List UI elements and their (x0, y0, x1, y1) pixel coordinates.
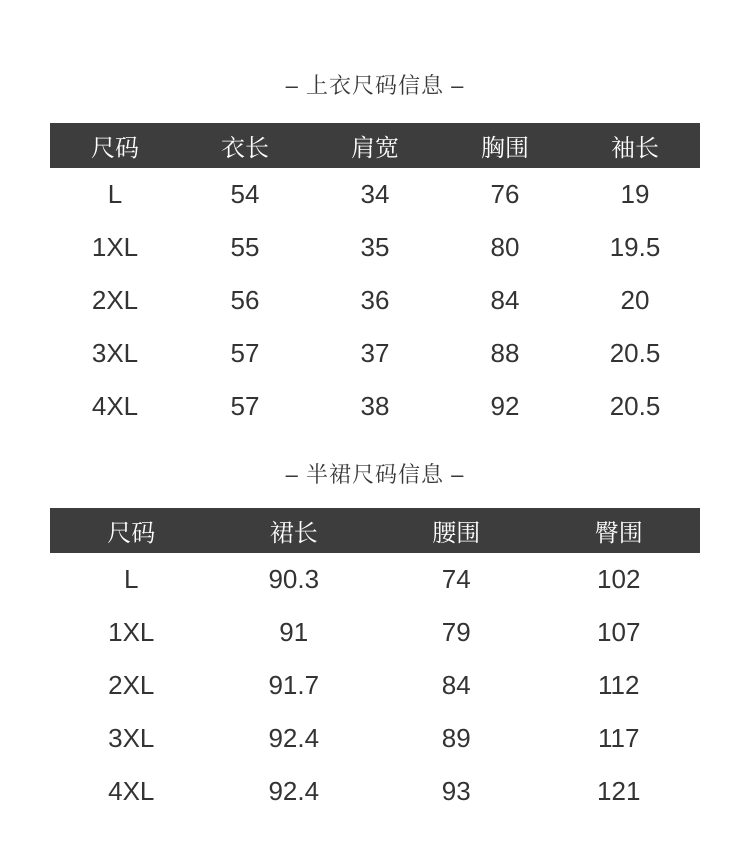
table-cell: 20 (570, 274, 700, 327)
skirt-size-chart-title: – 半裙尺码信息 – (285, 462, 465, 487)
table-cell: 2XL (50, 274, 180, 327)
table-cell: 92 (440, 380, 570, 433)
table-cell: 92.4 (213, 712, 376, 765)
table-row (50, 765, 700, 818)
table-cell: 88 (440, 327, 570, 380)
table-cell: 4XL (50, 380, 180, 433)
header-cell-skirt-length: 裙长 (213, 508, 376, 553)
table-cell: 2XL (50, 659, 213, 712)
table-cell: 34 (310, 168, 440, 221)
table-cell: 56 (180, 274, 310, 327)
table-cell: 80 (440, 221, 570, 274)
table-cell: 20.5 (570, 380, 700, 433)
table-header-row (50, 123, 700, 168)
table-row (50, 168, 700, 221)
table-row (50, 327, 700, 380)
table-row (50, 380, 700, 433)
table-header-row (50, 508, 700, 553)
table-cell: 36 (310, 274, 440, 327)
header-cell-length: 衣长 (180, 123, 310, 168)
table-cell: 19 (570, 168, 700, 221)
header-cell-hip: 臀围 (538, 508, 701, 553)
table-cell: 1XL (50, 606, 213, 659)
table-cell: 102 (538, 553, 701, 606)
table-cell: L (50, 553, 213, 606)
table-cell: 79 (375, 606, 538, 659)
header-cell-bust: 胸围 (440, 123, 570, 168)
table-cell: 90.3 (213, 553, 376, 606)
top-size-chart-title: – 上衣尺码信息 – (285, 73, 465, 98)
table-row (50, 221, 700, 274)
table-cell: 91.7 (213, 659, 376, 712)
table-row (50, 274, 700, 327)
table-cell: 20.5 (570, 327, 700, 380)
header-cell-shoulder: 肩宽 (310, 123, 440, 168)
table-cell: 54 (180, 168, 310, 221)
table-cell: 93 (375, 765, 538, 818)
table-cell: 117 (538, 712, 701, 765)
table-cell: 112 (538, 659, 701, 712)
skirt-size-table (50, 508, 700, 818)
table-cell: 55 (180, 221, 310, 274)
table-row (50, 712, 700, 765)
header-cell-size: 尺码 (50, 508, 213, 553)
table-cell: 38 (310, 380, 440, 433)
table-cell: 1XL (50, 221, 180, 274)
table-row (50, 553, 700, 606)
table-cell: 3XL (50, 327, 180, 380)
header-cell-waist: 腰围 (375, 508, 538, 553)
table-row (50, 659, 700, 712)
table-cell: 89 (375, 712, 538, 765)
table-cell: 91 (213, 606, 376, 659)
table-row (50, 606, 700, 659)
table-cell: 3XL (50, 712, 213, 765)
table-cell: 74 (375, 553, 538, 606)
table-cell: L (50, 168, 180, 221)
table-cell: 57 (180, 380, 310, 433)
table-cell: 19.5 (570, 221, 700, 274)
table-cell: 76 (440, 168, 570, 221)
table-cell: 92.4 (213, 765, 376, 818)
header-cell-size: 尺码 (50, 123, 180, 168)
table-cell: 4XL (50, 765, 213, 818)
size-chart-page (50, 0, 700, 818)
table-cell: 107 (538, 606, 701, 659)
table-cell: 84 (375, 659, 538, 712)
table-cell: 57 (180, 327, 310, 380)
table-cell: 35 (310, 221, 440, 274)
top-size-table (50, 123, 700, 433)
table-cell: 37 (310, 327, 440, 380)
header-cell-sleeve: 袖长 (570, 123, 700, 168)
table-cell: 121 (538, 765, 701, 818)
table-cell: 84 (440, 274, 570, 327)
